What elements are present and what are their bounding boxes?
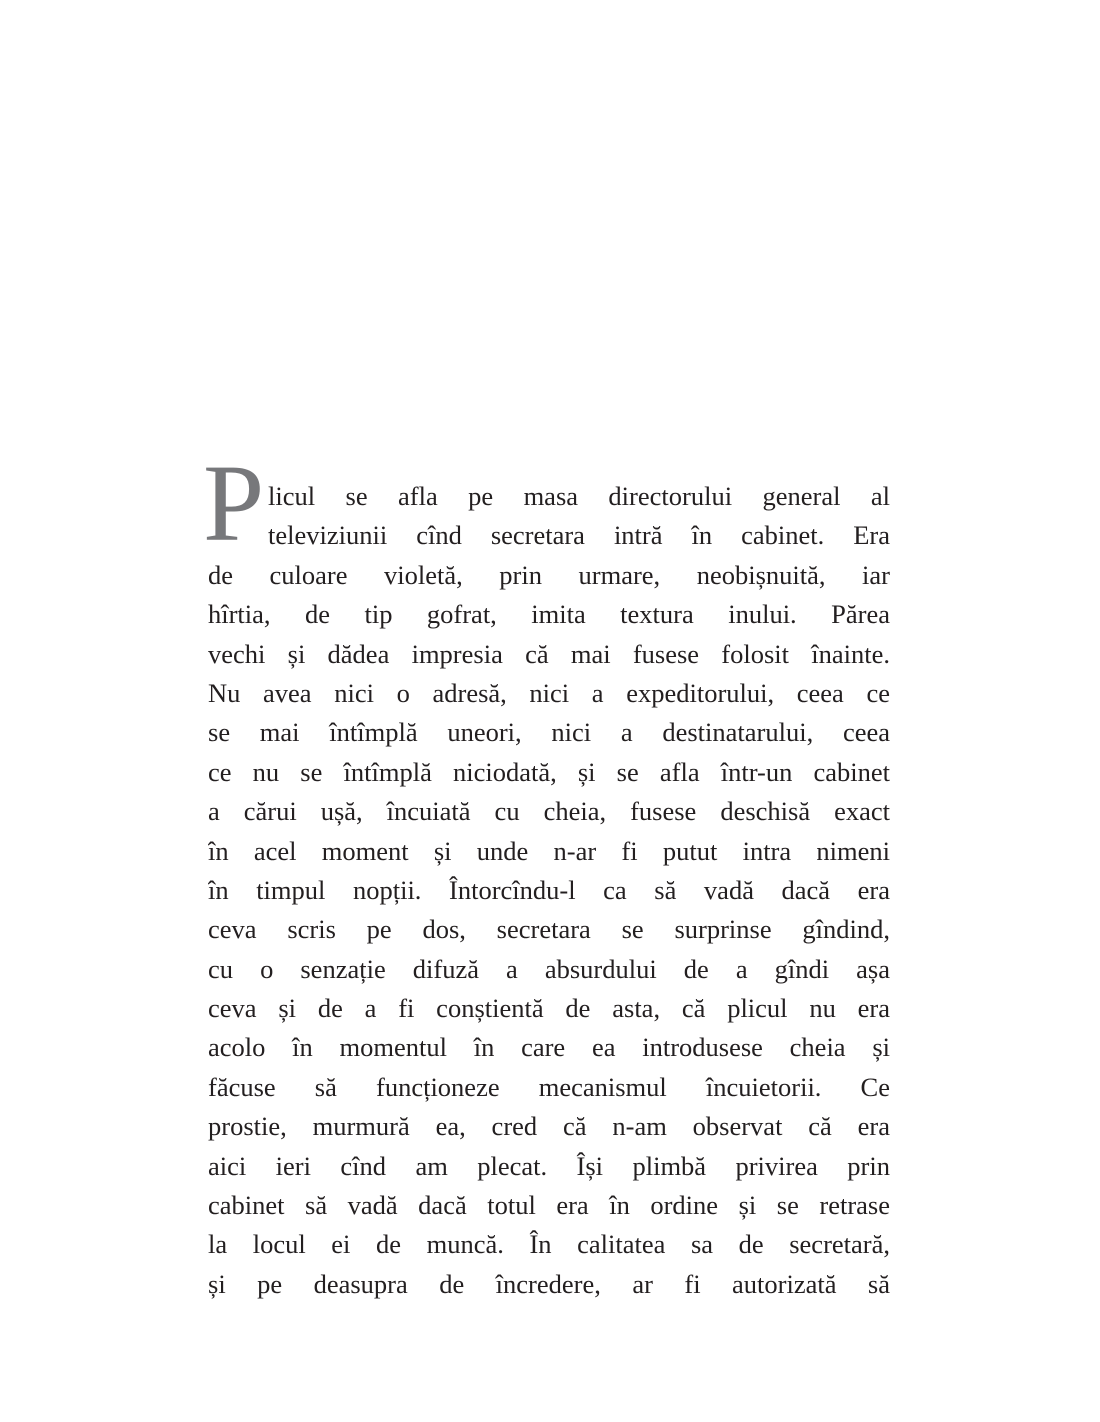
text-line: ceva și de a fi conștientă de asta, că plicul nu era bbox=[208, 993, 890, 1024]
text-line: prostie, murmură ea, cred că n-am observat că era bbox=[208, 1111, 890, 1142]
text-line: la locul ei de muncă. În calitatea sa de secretară, bbox=[208, 1229, 890, 1260]
text-line: Nu avea nici o adresă, nici a expeditorului, ceea ce bbox=[208, 677, 890, 708]
text-line: a cărui ușă, încuiată cu cheia, fusese deschisă exact bbox=[208, 796, 890, 827]
text-line: cabinet să vadă dacă totul era în ordine și se retrase bbox=[208, 1190, 890, 1221]
body-text bbox=[208, 477, 890, 1304]
text-line: vechi și dădea impresia că mai fusese folosit înainte. bbox=[208, 638, 890, 669]
drop-cap: P bbox=[203, 442, 265, 564]
text-line: făcuse să funcționeze mecanismul încuietorii. Ce bbox=[208, 1071, 890, 1102]
text-line: licul se afla pe masa directorului general al bbox=[268, 481, 890, 511]
text-line: ce nu se întîmplă niciodată, și se afla într-un cabinet bbox=[208, 756, 890, 787]
text-line: acolo în momentul în care ea introdusese cheia și bbox=[208, 1032, 890, 1063]
text-line: aici ieri cînd am plecat. Își plimbă privirea prin bbox=[208, 1150, 890, 1181]
text-line: ceva scris pe dos, secretara se surprinse gîndind, bbox=[208, 914, 890, 945]
text-line: în timpul nopții. Întorcîndu-l ca să vadă dacă era bbox=[208, 874, 890, 905]
text-line: se mai întîmplă uneori, nici a destinatarului, ceea bbox=[208, 717, 890, 748]
text-line: cu o senzație difuză a absurdului de a gîndi așa bbox=[208, 953, 890, 984]
text-line: televiziunii cînd secretara intră în cabinet. Era bbox=[268, 520, 890, 551]
text-line: hîrtia, de tip gofrat, imita textura inului. Părea bbox=[208, 599, 890, 630]
text-line: de culoare violetă, prin urmare, neobișnuită, iar bbox=[208, 559, 890, 590]
text-line: și pe deasupra de încredere, ar fi autorizată să bbox=[208, 1268, 890, 1299]
text-line: în acel moment și unde n-ar fi putut intra nimeni bbox=[208, 835, 890, 866]
